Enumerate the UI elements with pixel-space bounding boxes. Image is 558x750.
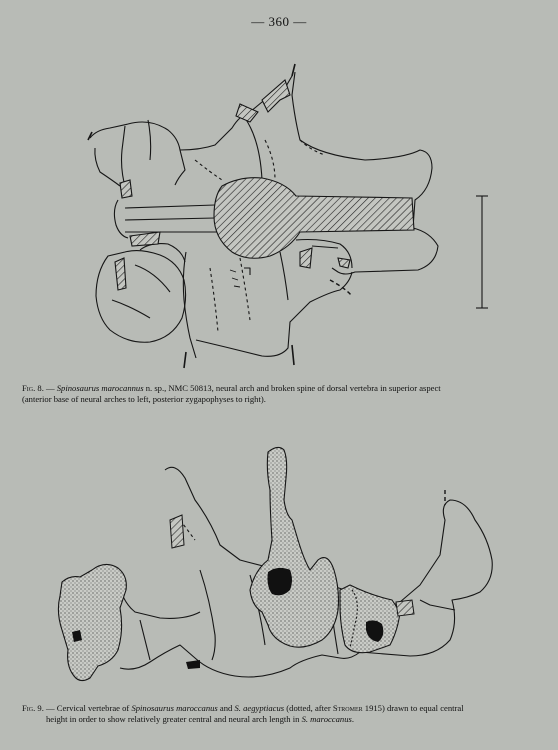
figure-9-drawing — [50, 438, 510, 693]
figure-8-label: Fig. 8. — [22, 383, 44, 393]
author-name: Stromer — [332, 703, 363, 713]
taxon-name: Spinosaurus marocannus — [56, 383, 144, 393]
figure-9-label: Fig. 9. — [22, 703, 44, 713]
caption-line: (anterior base of neural arches to left, posterior zygapophyses to right). — [22, 394, 266, 404]
caption-text: n. sp., NMC 50813, neural arch and broken spine of dorsal vertebra in superior aspect — [143, 383, 441, 393]
page-number: — 360 — — [251, 14, 307, 29]
figure-9-caption — [22, 703, 552, 725]
figure-8-caption — [22, 383, 542, 405]
caption-text: 1915) drawn to equal central — [362, 703, 464, 713]
taxon-name: Spinosaurus maroccanus — [131, 703, 218, 713]
figure-8-drawing — [80, 60, 500, 375]
taxon-name: S. aegyptiacus — [234, 703, 285, 713]
caption-text: height in order to show relatively greater central and neural arch length in — [46, 714, 302, 724]
caption-text: — Cervical vertebrae of — [43, 703, 132, 713]
caption-text: — — [43, 383, 57, 393]
caption-text: and — [217, 703, 235, 713]
caption-text: (dotted, after — [284, 703, 333, 713]
caption-text: . — [351, 714, 355, 724]
scale-bar — [476, 196, 488, 308]
taxon-name: S. maroccanus — [301, 714, 352, 724]
